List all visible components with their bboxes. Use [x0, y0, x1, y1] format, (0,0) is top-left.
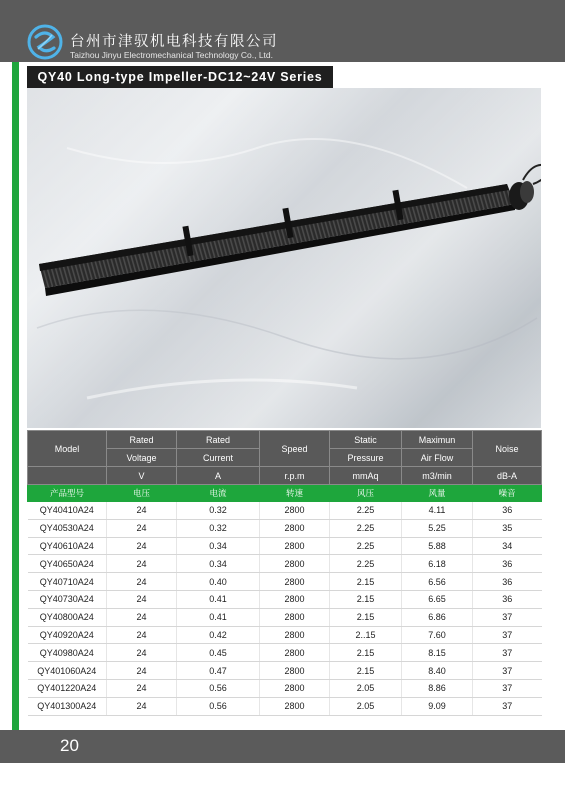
cell-model: QY401060A24: [28, 662, 107, 680]
header-static: Static: [330, 431, 402, 449]
cell-speed: 2800: [260, 537, 330, 555]
cell-speed: 2800: [260, 555, 330, 573]
cell-speed: 2800: [260, 573, 330, 591]
cell-airflow: 9.09: [402, 697, 473, 715]
spec-table: [27, 430, 542, 716]
cn-current: 电流: [177, 485, 260, 502]
header-speed: Speed: [260, 431, 330, 467]
company-name-cn: 台州市津驭机电科技有限公司: [70, 34, 278, 50]
cell-airflow: 8.15: [402, 644, 473, 662]
cell-noise: 37: [473, 626, 542, 644]
footer-band: [0, 730, 565, 763]
company-logo: [27, 24, 63, 60]
cell-voltage: 24: [107, 573, 177, 591]
table-row: [28, 662, 542, 680]
cell-model: QY40650A24: [28, 555, 107, 573]
table-row: [28, 573, 542, 591]
unit-pressure: mmAq: [330, 467, 402, 485]
header-voltage: Voltage: [107, 449, 177, 467]
cell-noise: 37: [473, 644, 542, 662]
table-row: [28, 502, 542, 520]
cn-pressure: 风压: [330, 485, 402, 502]
cross-flow-fan-illustration: [27, 88, 541, 428]
cell-noise: 37: [473, 662, 542, 680]
cell-noise: 36: [473, 573, 542, 591]
table-row: [28, 590, 542, 608]
cell-current: 0.56: [177, 679, 260, 697]
cell-pressure: 2.25: [330, 519, 402, 537]
cell-speed: 2800: [260, 644, 330, 662]
table-row: [28, 608, 542, 626]
header-noise: Noise: [473, 431, 542, 467]
cell-noise: 36: [473, 590, 542, 608]
cell-noise: 37: [473, 679, 542, 697]
cell-current: 0.41: [177, 590, 260, 608]
cell-pressure: 2.15: [330, 644, 402, 662]
header-model: Model: [28, 431, 107, 467]
company-name-en: Taizhou Jinyu Electromechanical Technology Co., Ltd.: [70, 50, 274, 60]
cell-current: 0.56: [177, 697, 260, 715]
cell-pressure: 2.05: [330, 697, 402, 715]
cell-airflow: 6.18: [402, 555, 473, 573]
table-row: [28, 679, 542, 697]
cell-model: QY40410A24: [28, 502, 107, 520]
cn-voltage: 电压: [107, 485, 177, 502]
cell-model: QY40730A24: [28, 590, 107, 608]
cell-current: 0.34: [177, 555, 260, 573]
cell-airflow: 7.60: [402, 626, 473, 644]
unit-noise: dB-A: [473, 467, 542, 485]
cell-airflow: 5.88: [402, 537, 473, 555]
cell-model: QY40920A24: [28, 626, 107, 644]
header-rated-current: Rated: [177, 431, 260, 449]
header-current: Current: [177, 449, 260, 467]
cell-pressure: 2.25: [330, 537, 402, 555]
cell-noise: 37: [473, 697, 542, 715]
cell-voltage: 24: [107, 644, 177, 662]
cell-speed: 2800: [260, 608, 330, 626]
cell-model: QY40800A24: [28, 608, 107, 626]
cell-airflow: 6.56: [402, 573, 473, 591]
header-rated-voltage: Rated: [107, 431, 177, 449]
cell-pressure: 2.15: [330, 590, 402, 608]
cell-pressure: 2.25: [330, 555, 402, 573]
cell-airflow: 8.86: [402, 679, 473, 697]
cell-speed: 2800: [260, 590, 330, 608]
cell-current: 0.42: [177, 626, 260, 644]
cell-voltage: 24: [107, 697, 177, 715]
cell-voltage: 24: [107, 590, 177, 608]
cell-pressure: 2.15: [330, 662, 402, 680]
cell-airflow: 5.25: [402, 519, 473, 537]
series-title: QY40 Long-type Impeller-DC12~24V Series: [37, 70, 323, 84]
cn-model: 产品型号: [28, 485, 107, 502]
cell-pressure: 2..15: [330, 626, 402, 644]
cell-airflow: 6.65: [402, 590, 473, 608]
cell-model: QY40610A24: [28, 537, 107, 555]
cell-voltage: 24: [107, 608, 177, 626]
cell-current: 0.32: [177, 519, 260, 537]
header-pressure: Pressure: [330, 449, 402, 467]
cell-model: QY40530A24: [28, 519, 107, 537]
cell-voltage: 24: [107, 519, 177, 537]
table-row: [28, 537, 542, 555]
cell-pressure: 2.25: [330, 502, 402, 520]
cell-noise: 36: [473, 555, 542, 573]
cell-noise: 36: [473, 502, 542, 520]
unit-voltage: V: [107, 467, 177, 485]
header-airflow: Air Flow: [402, 449, 473, 467]
cell-model: QY40710A24: [28, 573, 107, 591]
unit-current: A: [177, 467, 260, 485]
cell-voltage: 24: [107, 502, 177, 520]
cell-current: 0.47: [177, 662, 260, 680]
cell-model: QY401300A24: [28, 697, 107, 715]
cell-current: 0.40: [177, 573, 260, 591]
cell-speed: 2800: [260, 519, 330, 537]
cell-airflow: 6.86: [402, 608, 473, 626]
cell-current: 0.45: [177, 644, 260, 662]
cell-voltage: 24: [107, 679, 177, 697]
cell-voltage: 24: [107, 537, 177, 555]
cell-noise: 35: [473, 519, 542, 537]
page-number: 20: [60, 736, 79, 755]
cell-speed: 2800: [260, 679, 330, 697]
spec-table-body: [28, 502, 542, 716]
cell-airflow: 8.40: [402, 662, 473, 680]
cell-speed: 2800: [260, 662, 330, 680]
cell-current: 0.34: [177, 537, 260, 555]
accent-bar: [12, 62, 19, 730]
cell-speed: 2800: [260, 502, 330, 520]
cn-noise: 噪音: [473, 485, 542, 502]
cell-speed: 2800: [260, 697, 330, 715]
series-title-box: [27, 66, 333, 88]
product-photo: [27, 88, 541, 428]
unit-blank: [28, 467, 107, 485]
table-row: [28, 697, 542, 715]
cell-current: 0.41: [177, 608, 260, 626]
cell-voltage: 24: [107, 662, 177, 680]
cell-speed: 2800: [260, 626, 330, 644]
table-row: [28, 626, 542, 644]
cell-pressure: 2.15: [330, 573, 402, 591]
table-row: [28, 555, 542, 573]
cell-noise: 34: [473, 537, 542, 555]
table-row: [28, 519, 542, 537]
cell-pressure: 2.05: [330, 679, 402, 697]
cn-speed: 转速: [260, 485, 330, 502]
unit-speed: r.p.m: [260, 467, 330, 485]
unit-airflow: m3/min: [402, 467, 473, 485]
cell-voltage: 24: [107, 626, 177, 644]
cell-current: 0.32: [177, 502, 260, 520]
table-row: [28, 644, 542, 662]
cell-pressure: 2.15: [330, 608, 402, 626]
header-maximun: Maximun: [402, 431, 473, 449]
cell-model: QY40980A24: [28, 644, 107, 662]
cell-model: QY401220A24: [28, 679, 107, 697]
cell-voltage: 24: [107, 555, 177, 573]
cell-airflow: 4.11: [402, 502, 473, 520]
cn-airflow: 风量: [402, 485, 473, 502]
cell-noise: 37: [473, 608, 542, 626]
